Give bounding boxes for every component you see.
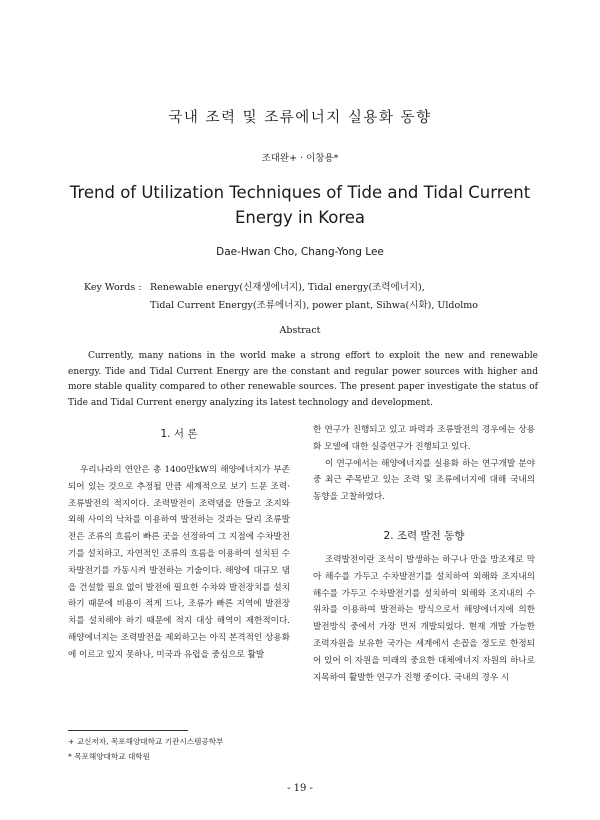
page-number: - 19 -	[287, 783, 313, 794]
keywords-line-1	[84, 279, 544, 297]
english-title-line-1: Trend of Utilization Techniques of Tide and Tidal Current	[69, 183, 531, 202]
english-authors: Dae-Hwan Cho, Chang-Yong Lee	[216, 246, 384, 258]
left-column	[68, 422, 290, 664]
section-1-heading: 1. 서 론	[160, 428, 198, 440]
keywords-line-2: Tidal Current Energy(조류에너지), power plant, Sihwa(시화), Uldolmo	[150, 300, 478, 311]
korean-authors: 조대완+ · 이창용*	[261, 153, 339, 164]
abstract-body: Currently, many nations in the world make a strong effort to exploit the new and renewable energy. Tide and Tidal Current Energy are the constant and regular power sources with higher and more stable quality compared to other renewable sources. The present paper investigate the status of Tide and Tidal Current energy analyzing its latest technology and development.	[68, 351, 538, 408]
section-2-paragraph-1: 조력발전이란 조석이 발생하는 하구나 만을 방조제로 막아 해수를 가두고 수차발전기를 설치하여 외해와 조지내의 해수를 가두고 수차발전기를 설치하여 외해와 조지내의 수위차를 이용하여 발전하는 방식으로서 해양에너지에 의한 발전방식 중에서 가장 먼저 개발되었다. 현재 개발 가능한 조력자원을 보유한 국가는 세계에서 손꼽을 정도로 한정되어 있어 이 자원을 미래의 중요한 대체에너지 자원의 하나로 지목하여 활발한 연구가 진행 중이다. 국내의 경우 시	[313, 554, 535, 683]
footnote-corresponding-author: + 교신저자, 목포해양대학교 기관시스템공학부	[68, 737, 224, 746]
abstract-title: Abstract	[279, 325, 321, 336]
english-title-line-2: Energy in Korea	[234, 208, 366, 227]
keywords-label: Key Words :	[84, 282, 142, 293]
keywords	[84, 279, 544, 315]
footnote-coauthor: * 목포해양대학교 대학원	[68, 752, 150, 761]
right-column	[313, 422, 535, 686]
section-1-paragraph-1: 우리나라의 연안은 총 1400만kW의 해양에너지가 부존되어 있는 것으로 추정될 만큼 세계적으로 보기 드문 조력·조류발전의 적지이다. 조력발전이 조력댐을 만들고 조지와 외해 사이의 낙차를 이용하여 발전하는 것과는 달리 조류발전은 조류의 흐름이 빠른 곳을 선정하여 그 지점에 수차발전기를 설치하고, 자연적인 조류의 흐름을 이용하여 설치된 수차발전기를 가동시켜 발전하는 기술이다. 해양에 대규모 댐을 건설할 필요 없이 발전에 필요한 수차와 발전장치를 설치하기 때문에 비용이 적게 드나, 조류가 빠른 지역에 발전장치를 설치해야 하기 때문에 적지 대상 해역이 제한적이다. 해양에너지는 조력발전을 제외하고는 아직 본격적인 상용화에 이르고 있지 못하나, 미국과 유럽을 중심으로 활발	[68, 465, 290, 660]
keywords-text-1: Renewable energy(신재생에너지), Tidal energy(조력에너지),	[150, 282, 425, 293]
section-2-heading: 2. 조력 발전 동향	[383, 529, 465, 542]
footnote-divider	[68, 730, 188, 731]
english-title	[60, 180, 540, 230]
korean-title: 국내 조력 및 조류에너지 실용화 동향	[168, 110, 432, 126]
section-1-paragraph-1-continued: 한 연구가 진행되고 있고 파력과 조류발전의 경우에는 상용화 모델에 대한 실증연구가 진행되고 있다.	[313, 425, 535, 452]
section-1-paragraph-2: 이 연구에서는 해양에너지를 실용화 하는 연구개발 분야 중 최근 주목받고 있는 조력 및 조류에너지에 대해 국내의 동향을 고찰하였다.	[313, 458, 535, 503]
